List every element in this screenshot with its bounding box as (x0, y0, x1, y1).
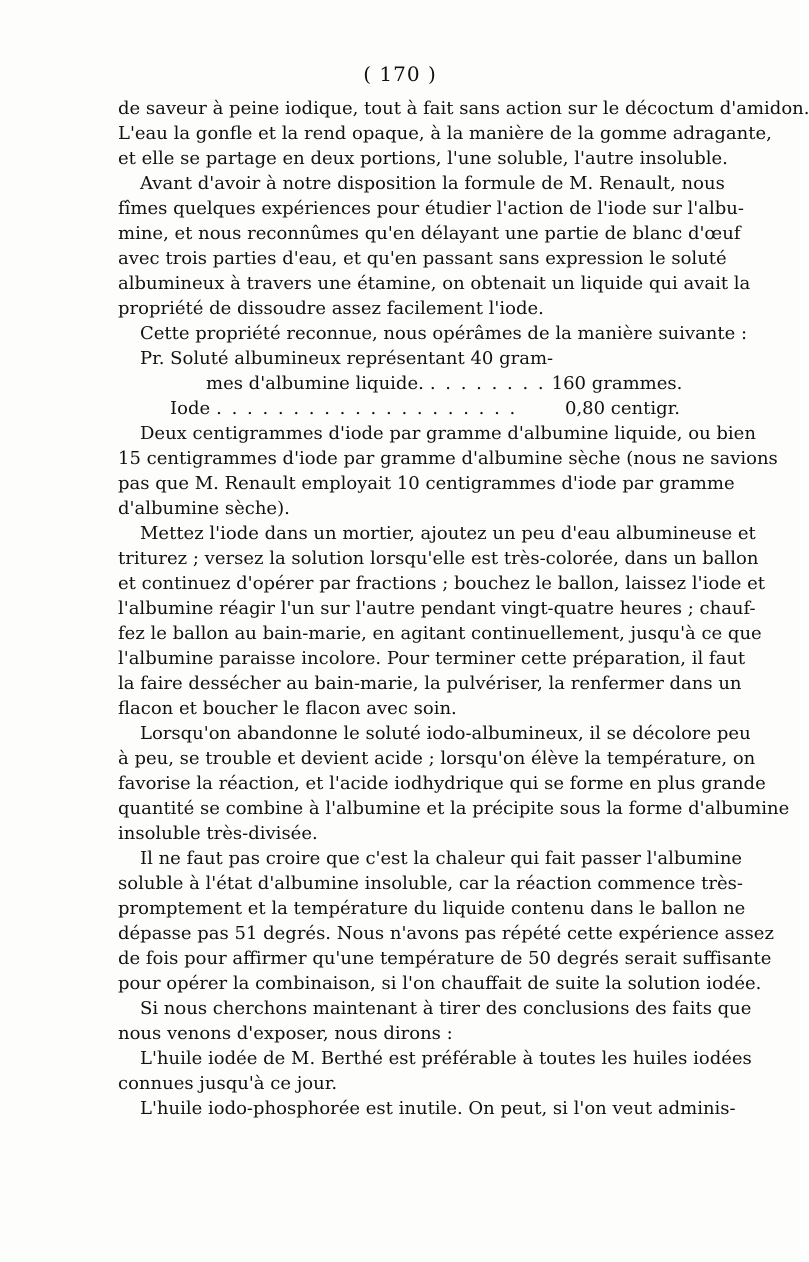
text-line: promptement et la température du liquide contenu dans le ballon ne (118, 898, 746, 919)
text-line: L'huile iodée de M. Berthé est préférable à toutes les huiles iodées (140, 1048, 752, 1069)
text-line: Il ne faut pas croire que c'est la chaleur qui fait passer l'albumine (140, 848, 743, 869)
text-line: l'albumine paraisse incolore. Pour terminer cette préparation, il faut (118, 648, 746, 669)
text-line: pas que M. Renault employait 10 centigrammes d'iode par gramme (118, 473, 735, 494)
text-line: quantité se combine à l'albumine et la précipite sous la forme d'albumine (118, 798, 790, 819)
text-line: fez le ballon au bain-marie, en agitant continuellement, jusqu'à ce que (118, 623, 762, 644)
recipe-line-3 (118, 396, 680, 421)
text-line: flacon et boucher le flacon avec soin. (118, 698, 457, 719)
text-line: Cette propriété reconnue, nous opérâmes de la manière suivante : (140, 323, 748, 344)
text-line: Lorsqu'on abandonne le soluté iodo-albumineux, il se décolore peu (140, 723, 751, 744)
recipe-leader-dots: . . . . . . . . . . . . . . . . . . . . (216, 398, 518, 419)
text-line: Deux centigrammes d'iode par gramme d'albumine liquide, ou bien (140, 423, 756, 444)
body-text (118, 96, 809, 1121)
recipe-line-1: Pr. Soluté albumineux représentant 40 gram- (140, 348, 554, 369)
text-line: et elle se partage en deux portions, l'une soluble, l'autre insoluble. (118, 148, 728, 169)
text-line: L'huile iodo-phosphorée est inutile. On peut, si l'on veut adminis- (140, 1098, 736, 1119)
text-line: Avant d'avoir à notre disposition la formule de M. Renault, nous (140, 173, 725, 194)
recipe-ingredient-label: mes d'albumine liquide. (206, 373, 424, 394)
text-line: L'eau la gonfle et la rend opaque, à la manière de la gomme adragante, (118, 123, 772, 144)
text-line: à peu, se trouble et devient acide ; lorsqu'on élève la température, on (118, 748, 756, 769)
text-line: avec trois parties d'eau, et qu'en passant sans expression le soluté (118, 248, 727, 269)
text-line: albumineux à travers une étamine, on obtenait un liquide qui avait la (118, 273, 751, 294)
text-line: triturez ; versez la solution lorsqu'elle est très-colorée, dans un ballon (118, 548, 759, 569)
text-line: connues jusqu'à ce jour. (118, 1073, 338, 1094)
recipe-quantity: 0,80 centigr. (565, 398, 680, 419)
text-line: nous venons d'exposer, nous dirons : (118, 1023, 453, 1044)
text-line: Si nous cherchons maintenant à tirer des conclusions des faits que (140, 998, 752, 1019)
recipe-line-2 (118, 371, 683, 396)
text-line: propriété de dissoudre assez facilement l'iode. (118, 298, 544, 319)
recipe-block (118, 346, 683, 421)
text-line: de saveur à peine iodique, tout à fait sans action sur le décoctum d'amidon. (118, 98, 809, 119)
text-line: soluble à l'état d'albumine insoluble, car la réaction commence très- (118, 873, 743, 894)
text-line: Mettez l'iode dans un mortier, ajoutez un peu d'eau albumineuse et (140, 523, 756, 544)
text-line: 15 centigrammes d'iode par gramme d'albumine sèche (nous ne savions (118, 448, 778, 469)
paragraphs-before-recipe (118, 96, 809, 346)
text-line: d'albumine sèche). (118, 498, 290, 519)
recipe-ingredient-label: Iode (170, 398, 211, 419)
text-line: favorise la réaction, et l'acide iodhydrique qui se forme en plus grande (118, 773, 766, 794)
page-number: ( 170 ) (363, 62, 437, 86)
recipe-leader-dots: . . . . . . . . (429, 373, 546, 394)
text-line: et continuez d'opérer par fractions ; bouchez le ballon, laissez l'iode et (118, 573, 765, 594)
recipe-quantity: 160 grammes. (551, 373, 683, 394)
text-line: mine, et nous reconnûmes qu'en délayant une partie de blanc d'œuf (118, 223, 741, 244)
text-line: pour opérer la combinaison, si l'on chauffait de suite la solution iodée. (118, 973, 762, 994)
text-line: l'albumine réagir l'un sur l'autre pendant vingt-quatre heures ; chauf- (118, 598, 756, 619)
text-line: la faire dessécher au bain-marie, la pulvériser, la renfermer dans un (118, 673, 742, 694)
text-line: dépasse pas 51 degrés. Nous n'avons pas répété cette expérience assez (118, 923, 774, 944)
paragraphs-after-recipe (118, 421, 790, 1121)
text-line: de fois pour affirmer qu'une température de 50 degrés serait suffisante (118, 948, 772, 969)
text-line: fîmes quelques expériences pour étudier l'action de l'iode sur l'albu- (118, 198, 744, 219)
text-line: insoluble très-divisée. (118, 823, 318, 844)
